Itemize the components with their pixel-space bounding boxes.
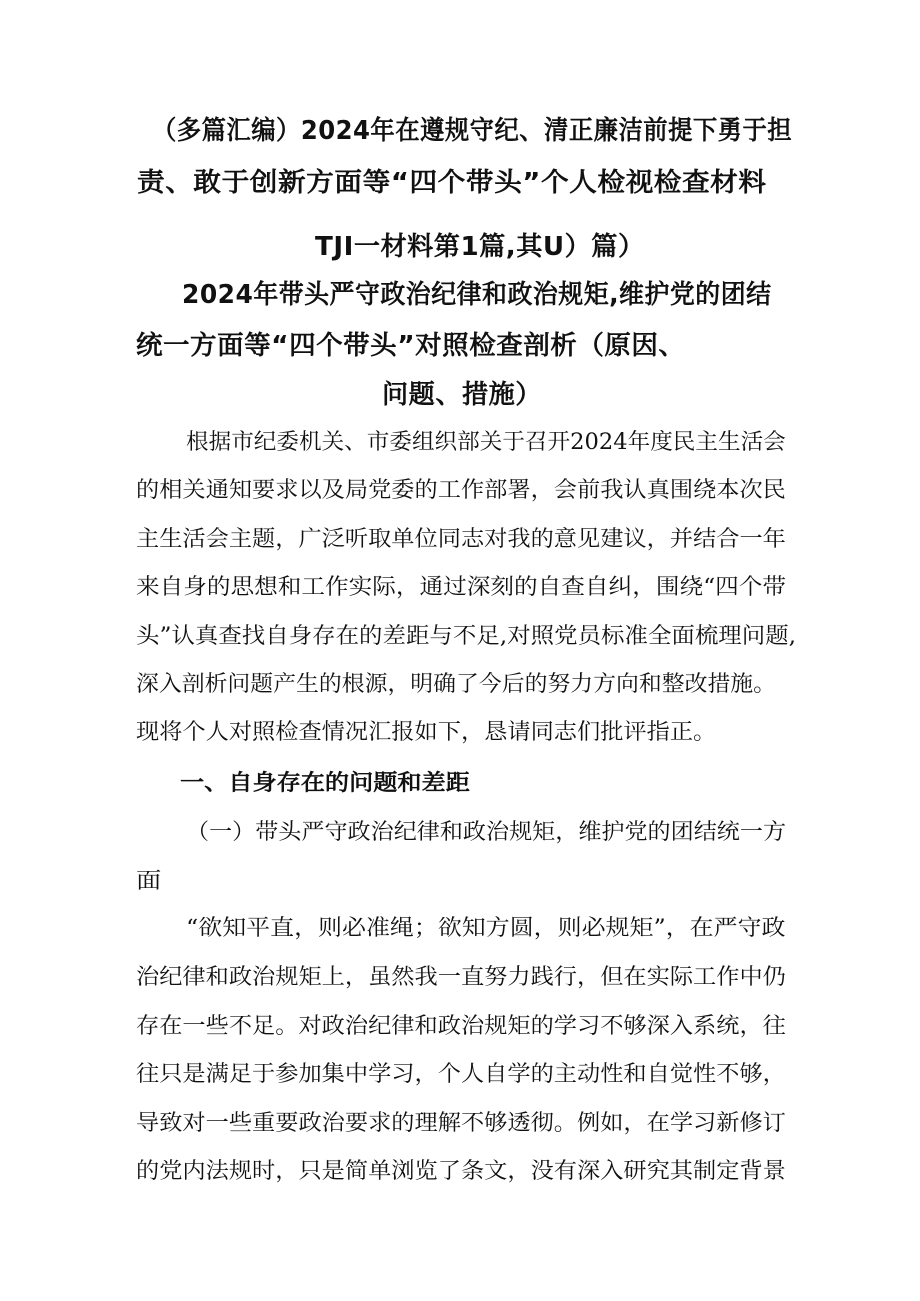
intro-line-7: 现将个人对照检查情况汇报如下，恳请同志们批评指正。: [136, 720, 717, 745]
section-heading: 一、自身存在的问题和差距: [180, 770, 470, 796]
article-title-line-2: 统一方面等“四个带头”对照检查剖析（原因、: [136, 331, 686, 361]
intro-line-5: 头”认真查找自身存在的差距与不足,对照党员标准全面梳理问题,: [136, 624, 797, 649]
subsection-heading-line-2: 面: [136, 869, 162, 894]
intro-line-3: 主生活会主题，广泛听取单位同志对我的意见建议，并结合一年: [136, 527, 786, 552]
paragraph-line-2: 治纪律和政治规矩上，虽然我一直努力践行，但在实际工作中仍: [136, 965, 786, 990]
intro-line-2: 的相关通知要求以及局党委的工作部署，会前我认真围绕本次民: [136, 478, 786, 503]
intro-line-6: 深入剖析问题产生的根源，明确了今后的努力方向和整改措施。: [136, 672, 777, 697]
document-subtitle-line: TJI一材料第1篇,其U）篇）: [315, 232, 645, 262]
subsection-heading-line-1: （一）带头严守政治纪律和政治规矩，维护党的团结统一方: [186, 820, 787, 845]
paragraph-line-3: 存在一些不足。对政治纪律和政治规矩的学习不够深入系统，往: [136, 1014, 786, 1039]
article-title-line-3: 问题、措施）: [382, 380, 542, 410]
paragraph-line-6: 的党内法规时，只是简单浏览了条文，没有深入研究其制定背景: [136, 1159, 786, 1184]
paragraph-line-4: 往只是满足于参加集中学习，个人自学的主动性和自觉性不够，: [136, 1062, 786, 1087]
intro-line-4: 来自身的思想和工作实际，通过深刻的自查自纠，围绕“四个带: [136, 575, 787, 600]
paragraph-line-1: “欲知平直，则必准绳；欲知方圆，则必规矩”，在严守政: [186, 916, 786, 941]
document-title-line-1: （多篇汇编）2024年在遵规守纪、清正廉洁前提下勇于担: [152, 116, 793, 146]
intro-line-1: 根据市纪委机关、市委组织部关于召开2024年度民主生活会: [186, 430, 786, 455]
paragraph-line-5: 导致对一些重要政治要求的理解不够透彻。例如，在学习新修订: [136, 1111, 786, 1136]
article-title-line-1: 2024年带头严守政治纪律和政治规矩,维护党的团结: [182, 280, 772, 310]
document-title-line-2: 责、敢于创新方面等“四个带头”个人检视检查材料: [137, 168, 767, 198]
